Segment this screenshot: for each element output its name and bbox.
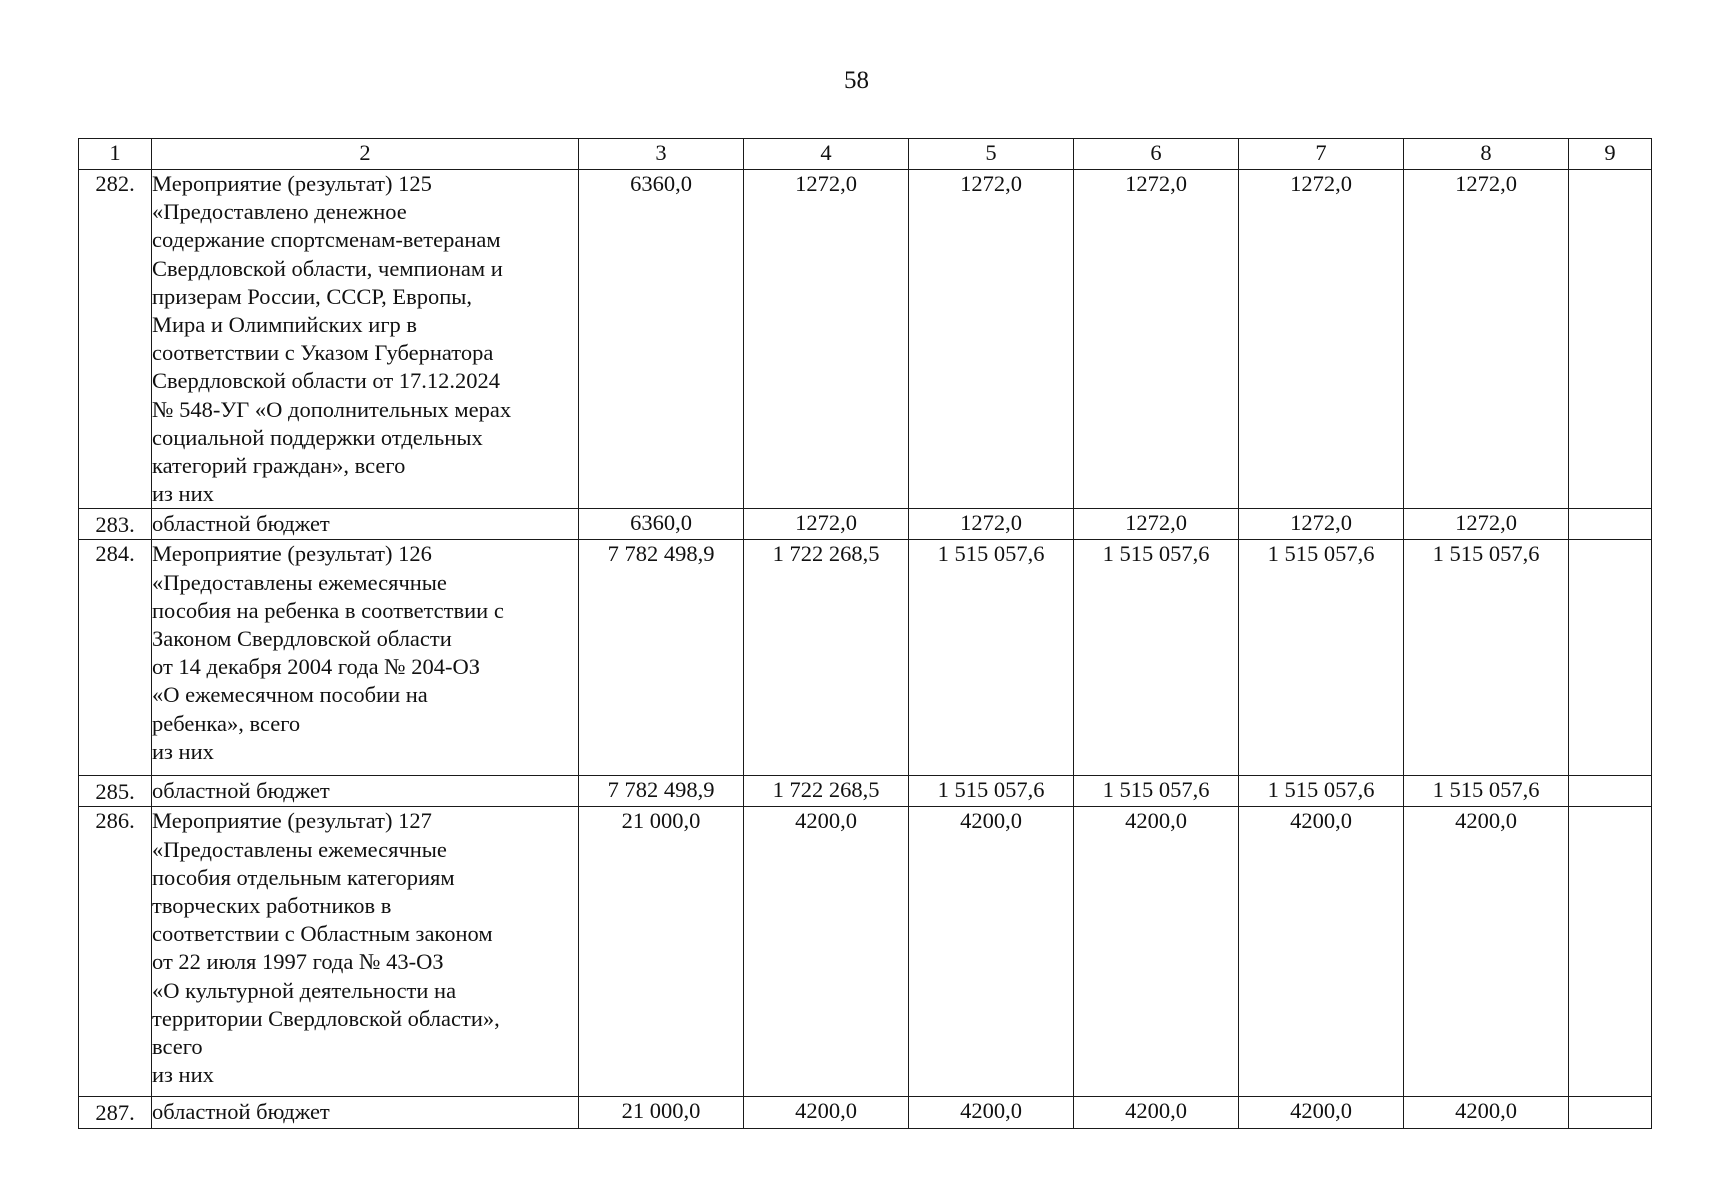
value-cell xyxy=(1569,1097,1652,1129)
description-line: всего xyxy=(152,1034,203,1060)
value-cell: 1 722 268,5 xyxy=(744,776,909,807)
value-cell: 1 515 057,6 xyxy=(1239,540,1404,776)
row-number: 282. xyxy=(79,170,152,509)
value-cell: 1272,0 xyxy=(744,509,909,540)
value-cell: 1272,0 xyxy=(909,170,1074,509)
value-cell: 1272,0 xyxy=(1404,509,1569,540)
description-line: Свердловской области, чемпионам и xyxy=(152,255,503,281)
description-line: содержание спортсменам-ветеранам xyxy=(152,227,501,253)
description-line: «О ежемесячном пособии на xyxy=(152,682,428,708)
value-cell: 1 515 057,6 xyxy=(1404,540,1569,776)
description-line: областной бюджет xyxy=(152,778,330,804)
description-line: соответствии с Областным законом xyxy=(152,921,493,947)
value-cell: 21 000,0 xyxy=(579,807,744,1097)
value-cell: 1 515 057,6 xyxy=(1074,540,1239,776)
table-row xyxy=(79,509,1652,540)
row-number: 283. xyxy=(79,509,152,540)
value-cell: 1272,0 xyxy=(1074,509,1239,540)
row-description xyxy=(152,540,579,776)
value-cell: 4200,0 xyxy=(1239,807,1404,1097)
value-cell: 1 515 057,6 xyxy=(909,540,1074,776)
description-line: категорий граждан», всего xyxy=(152,453,406,479)
description-line: из них xyxy=(152,481,214,507)
value-cell: 1272,0 xyxy=(1239,170,1404,509)
description-line: «Предоставлено денежное xyxy=(152,199,407,225)
column-header: 6 xyxy=(1074,139,1239,170)
column-header: 9 xyxy=(1569,139,1652,170)
row-description xyxy=(152,509,579,540)
value-cell: 21 000,0 xyxy=(579,1097,744,1129)
column-header: 2 xyxy=(152,139,579,170)
value-cell: 4200,0 xyxy=(909,807,1074,1097)
value-cell xyxy=(1569,170,1652,509)
table-body xyxy=(79,170,1652,1129)
description-line: Свердловской области от 17.12.2024 xyxy=(152,368,501,394)
page-number: 58 xyxy=(844,67,869,94)
description-line: Мероприятие (результат) 125 xyxy=(152,171,432,196)
column-header: 3 xyxy=(579,139,744,170)
description-line: творческих работников в xyxy=(152,893,392,919)
value-cell: 7 782 498,9 xyxy=(579,540,744,776)
description-line: пособия на ребенка в соответствии с xyxy=(152,597,504,623)
table-row xyxy=(79,1097,1652,1129)
table-row xyxy=(79,540,1652,776)
column-header: 1 xyxy=(79,139,152,170)
row-description xyxy=(152,1097,579,1129)
value-cell: 4200,0 xyxy=(1074,807,1239,1097)
row-number: 286. xyxy=(79,807,152,1097)
description-line: от 22 июля 1997 года № 43-ОЗ xyxy=(152,949,444,975)
table-row xyxy=(79,807,1652,1097)
budget-table xyxy=(78,138,1652,1129)
description-line: призерам России, СССР, Европы, xyxy=(152,283,472,309)
column-header: 8 xyxy=(1404,139,1569,170)
value-cell: 6360,0 xyxy=(579,170,744,509)
description-line: Мероприятие (результат) 126 xyxy=(152,541,432,567)
value-cell xyxy=(1569,540,1652,776)
value-cell: 1272,0 xyxy=(1239,509,1404,540)
value-cell: 1 515 057,6 xyxy=(1074,776,1239,807)
value-cell: 1 515 057,6 xyxy=(1404,776,1569,807)
description-line: ребенка», всего xyxy=(152,710,301,736)
value-cell xyxy=(1569,807,1652,1097)
value-cell xyxy=(1569,776,1652,807)
value-cell: 4200,0 xyxy=(1404,1097,1569,1129)
value-cell: 1 515 057,6 xyxy=(1239,776,1404,807)
table-row xyxy=(79,170,1652,509)
row-number: 284. xyxy=(79,540,152,776)
description-line: «Предоставлены ежемесячные xyxy=(152,569,447,595)
description-line: территории Свердловской области», xyxy=(152,1005,500,1031)
description-line: областной бюджет xyxy=(152,1099,330,1125)
value-cell: 4200,0 xyxy=(1239,1097,1404,1129)
value-cell: 4200,0 xyxy=(744,807,909,1097)
value-cell: 7 782 498,9 xyxy=(579,776,744,807)
value-cell: 4200,0 xyxy=(909,1097,1074,1129)
description-line: из них xyxy=(152,738,214,764)
row-description xyxy=(152,807,579,1097)
description-line: областной бюджет xyxy=(152,511,330,537)
description-line: Мира и Олимпийских игр в xyxy=(152,312,418,338)
row-number: 287. xyxy=(79,1097,152,1129)
description-line: «О культурной деятельности на xyxy=(152,977,457,1003)
value-cell: 1272,0 xyxy=(744,170,909,509)
column-header: 7 xyxy=(1239,139,1404,170)
description-line: Законом Свердловской области xyxy=(152,626,452,652)
value-cell: 1 722 268,5 xyxy=(744,540,909,776)
description-line: из них xyxy=(152,1062,214,1088)
description-line: от 14 декабря 2004 года № 204-ОЗ xyxy=(152,654,481,680)
value-cell: 1272,0 xyxy=(1074,170,1239,509)
description-line: пособия отдельным категориям xyxy=(152,864,455,890)
value-cell: 4200,0 xyxy=(1404,807,1569,1097)
column-header: 4 xyxy=(744,139,909,170)
row-number: 285. xyxy=(79,776,152,807)
value-cell: 1272,0 xyxy=(1404,170,1569,509)
description-line: № 548-УГ «О дополнительных мерах xyxy=(152,396,512,422)
description-line: соответствии с Указом Губернатора xyxy=(152,340,494,366)
value-cell: 1 515 057,6 xyxy=(909,776,1074,807)
value-cell: 1272,0 xyxy=(909,509,1074,540)
description-line: Мероприятие (результат) 127 xyxy=(152,808,432,834)
value-cell: 4200,0 xyxy=(744,1097,909,1129)
column-header: 5 xyxy=(909,139,1074,170)
description-line: социальной поддержки отдельных xyxy=(152,424,483,450)
table-row xyxy=(79,776,1652,807)
row-description xyxy=(152,170,579,509)
header-row xyxy=(79,139,1652,170)
value-cell: 4200,0 xyxy=(1074,1097,1239,1129)
description-line: «Предоставлены ежемесячные xyxy=(152,836,447,862)
value-cell: 6360,0 xyxy=(579,509,744,540)
value-cell xyxy=(1569,509,1652,540)
row-description xyxy=(152,776,579,807)
